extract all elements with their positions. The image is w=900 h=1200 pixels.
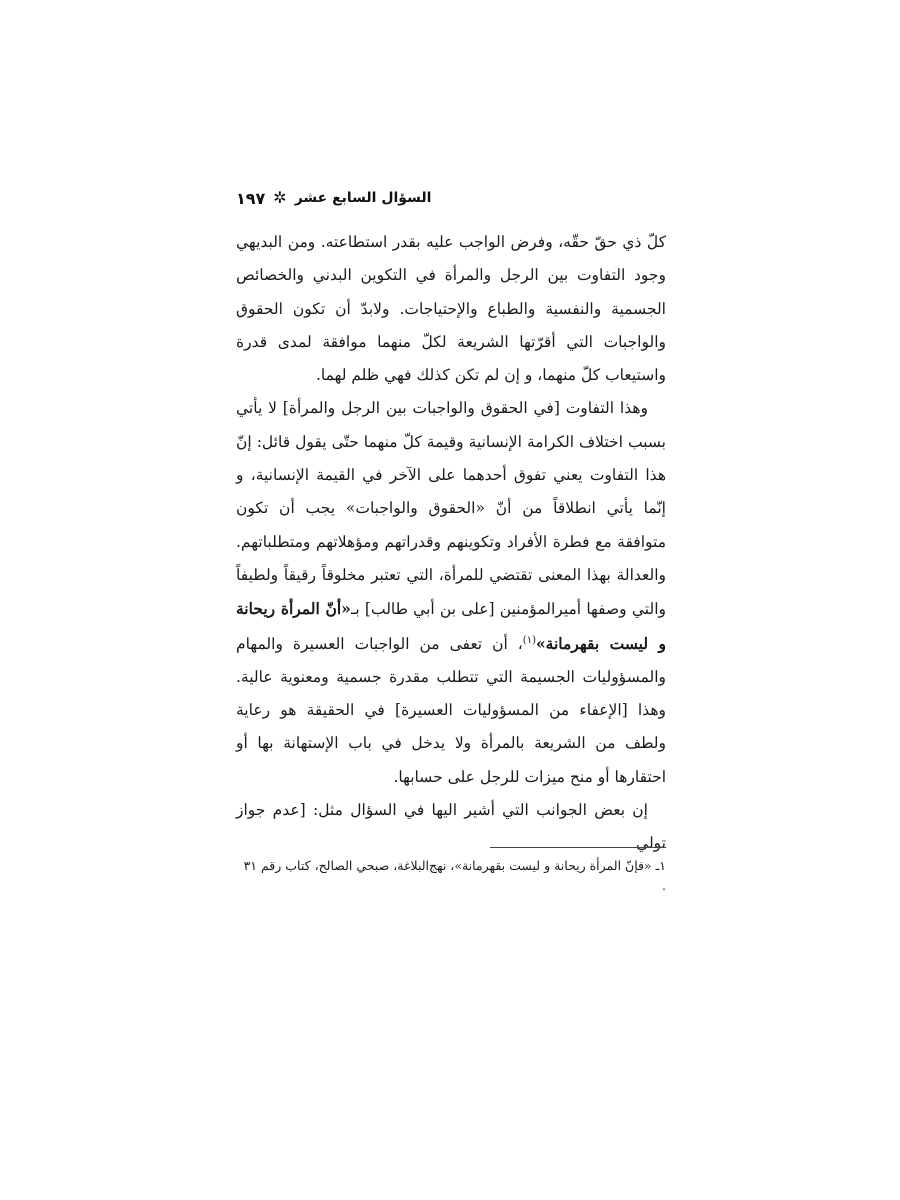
footnote-marker: (١) xyxy=(522,634,536,646)
ornament-icon: ✲ xyxy=(273,188,287,207)
footnote: ١ـ «فإنّ المرأة ريحانة و ليست بقهرمانة»، نهج‌البلاغة، صبحي الصالح، كتاب رقم ٣١ . xyxy=(243,858,666,893)
running-head xyxy=(236,186,666,210)
page-number: ١٩٧ xyxy=(236,188,266,208)
paragraph-2-part-2: ، أن تعفى من الواجبات العسيرة والمهام والمسؤوليات الجسيمة التي تتطلب مقدرة جسمية ومعنوية عالية. وهذا [الإعفاء من المسؤوليات العسيرة] في الحقيقة هو رعاية ولطف من الشريعة بالمرأة ولا يدخل في باب الإستهانة بها أو احتقارها أو منح ميزات للرجل على حسابها. xyxy=(236,634,666,786)
paragraph-2 xyxy=(236,392,666,794)
section-title: السؤال السابع عشر xyxy=(294,190,432,206)
footnote-divider xyxy=(490,847,666,848)
book-page xyxy=(236,0,666,1200)
paragraph-1: كلّ ذي حقّ حقّه، وفرض الواجب عليه بقدر استطاعته. ومن البديهي وجود التفاوت بين الرجل والمرأة في التكوين البدني والخصائص الجسمية والنفسية والطباع والإحتياجات. ولابدّ أن تكون الحقوق والواجبات التي أقرّتها الشريعة لكلّ منهما موافقة لمدى قدرة واستيعاب كلّ منهما، و إن لم تكن كذلك فهي ظلم لهما. xyxy=(236,233,666,385)
paragraph-2-part-1: وهذا التفاوت [في الحقوق والواجبات بين الرجل والمرأة] لا يأتي بسبب اختلاف الكرامة الإنسانية وقيمة كلّ منهما حتّى يقول قائل: إنّ هذا التفاوت يعني تفوق أحدهما على الآخر في القيمة الإنسانية، و إنّما يأتي انطلاقاً من أنّ «الحقوق والواجبات» يجب أن تكون متوافقة مع فطرة الأفراد وتكوينهم وقدراتهم ومؤهلاتهم ومتطلباتهم. والعدالة بهذا المعنى تقتضي للمرأة، التي تعتبر مخلوقاً رقيقاً ولطيفاً والتي وصفها أميرالمؤمنين [على بن أبي طالب] بـ xyxy=(236,399,666,619)
quote-bold: «أنّ المرأة ريحانة و ليست بقهرمانة» xyxy=(236,599,666,653)
body-text xyxy=(236,226,666,861)
paragraph-3: إن بعض الجوانب التي أشير اليها في السؤال مثل: [عدم جواز تولي xyxy=(236,801,666,853)
